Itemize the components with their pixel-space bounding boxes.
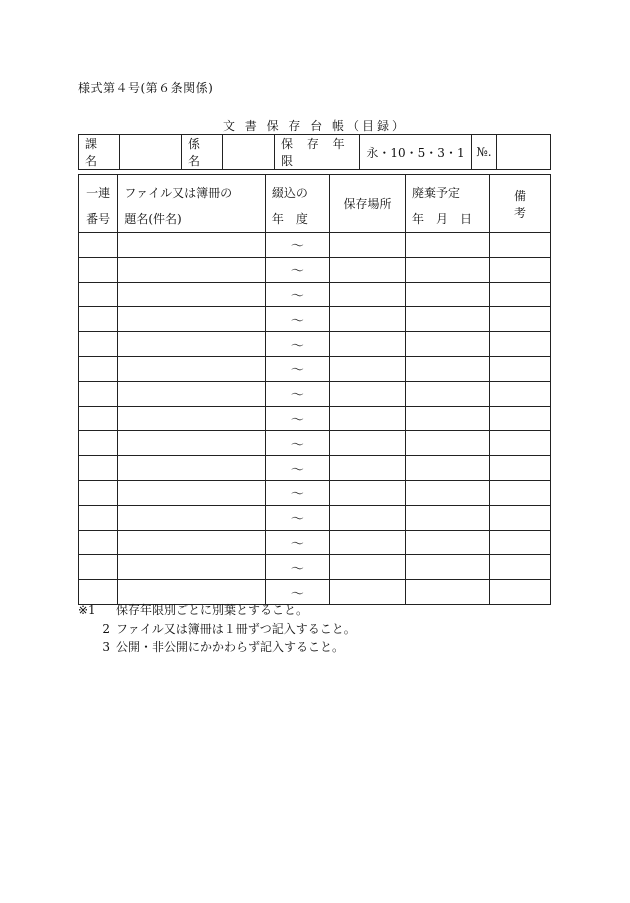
remarks-cell — [489, 332, 550, 357]
file-title-header-line1: ファイル又は簿冊の — [124, 186, 233, 200]
subsection-label: 係 名 — [182, 135, 223, 170]
serial-number-cell — [79, 480, 118, 505]
note-mark: ※1 — [78, 603, 96, 617]
filing-year-header-line1: 綴込の — [271, 186, 308, 200]
disposal-date-cell — [406, 580, 490, 605]
remarks-cell — [489, 381, 550, 406]
year-range-mark: ～ — [290, 536, 304, 552]
table-row — [79, 356, 551, 381]
disposal-date-cell — [406, 480, 490, 505]
serial-number-cell — [79, 381, 118, 406]
disposal-date-cell — [406, 381, 490, 406]
file-title-cell — [118, 431, 265, 456]
file-title-header-line2: 題名(件名) — [124, 212, 182, 226]
filing-year-cell — [265, 307, 329, 332]
year-range-mark: ～ — [290, 313, 304, 329]
year-range-mark: ～ — [290, 487, 304, 503]
table-row — [79, 381, 551, 406]
storage-location-cell — [329, 332, 405, 357]
disposal-date-header-line2: 年 月 日 — [412, 212, 473, 226]
serial-number-cell — [79, 332, 118, 357]
filing-year-cell — [265, 257, 329, 282]
note-text: ファイル又は簿冊は１冊ずつ記入すること。 — [116, 621, 356, 636]
disposal-date-cell — [406, 356, 490, 381]
serial-number-cell — [79, 257, 118, 282]
remarks-cell — [489, 456, 550, 481]
note-item — [78, 601, 356, 620]
notes — [78, 601, 356, 657]
remarks-cell — [489, 505, 550, 530]
file-title-header — [118, 175, 265, 233]
serial-number-header-line2: 番号 — [86, 212, 111, 226]
year-range-mark: ～ — [290, 264, 304, 280]
file-title-cell — [118, 282, 265, 307]
table-row — [79, 257, 551, 282]
register-table-body — [79, 233, 551, 605]
serial-number-cell — [79, 356, 118, 381]
file-title-cell — [118, 257, 265, 282]
filing-year-header — [265, 175, 329, 233]
serial-number-cell — [79, 282, 118, 307]
storage-location-cell — [329, 307, 405, 332]
filing-year-cell — [265, 431, 329, 456]
remarks-cell — [489, 431, 550, 456]
serial-number-cell — [79, 505, 118, 530]
serial-number-cell — [79, 456, 118, 481]
disposal-date-cell — [406, 282, 490, 307]
serial-number-cell — [79, 555, 118, 580]
year-range-mark: ～ — [290, 388, 304, 404]
disposal-date-cell — [406, 406, 490, 431]
disposal-date-cell — [406, 456, 490, 481]
year-range-mark: ～ — [290, 462, 304, 478]
retention-period-label: 保 存 年 限 — [275, 135, 360, 170]
table-row — [79, 480, 551, 505]
filing-year-cell — [265, 480, 329, 505]
year-range-mark: ～ — [290, 586, 304, 602]
storage-location-cell — [329, 282, 405, 307]
year-range-mark: ～ — [290, 437, 304, 453]
remarks-cell — [489, 580, 550, 605]
storage-location-cell — [329, 233, 405, 258]
number-value — [497, 135, 551, 170]
disposal-date-header-line1: 廃棄予定 — [412, 186, 461, 200]
serial-number-cell — [79, 307, 118, 332]
storage-location-header: 保存場所 — [329, 175, 405, 233]
disposal-date-cell — [406, 431, 490, 456]
year-range-mark: ～ — [290, 338, 304, 354]
file-title-cell — [118, 307, 265, 332]
year-range-mark: ～ — [290, 512, 304, 528]
file-title-cell — [118, 356, 265, 381]
table-row — [79, 406, 551, 431]
storage-location-cell — [329, 356, 405, 381]
note-item — [78, 638, 356, 657]
note-mark: 2 — [102, 621, 110, 636]
filing-year-cell — [265, 505, 329, 530]
register-table — [78, 174, 575, 605]
filing-year-cell — [265, 530, 329, 555]
file-title-cell — [118, 233, 265, 258]
filing-year-header-line2: 年 度 — [271, 212, 308, 226]
storage-location-cell — [329, 456, 405, 481]
form-id: 様式第４号(第６条関係) — [78, 81, 214, 95]
header-table — [78, 134, 551, 170]
note-item — [78, 620, 356, 639]
serial-number-cell — [79, 406, 118, 431]
file-title-cell — [118, 530, 265, 555]
table-row — [79, 555, 551, 580]
storage-location-cell — [329, 505, 405, 530]
disposal-date-cell — [406, 233, 490, 258]
file-title-cell — [118, 381, 265, 406]
storage-location-cell — [329, 431, 405, 456]
file-title-cell — [118, 505, 265, 530]
year-range-mark: ～ — [290, 239, 304, 255]
storage-location-cell — [329, 530, 405, 555]
table-row — [79, 431, 551, 456]
table-row — [79, 307, 551, 332]
retention-period-options: 永・10・5・3・1 — [360, 135, 472, 170]
disposal-date-cell — [406, 505, 490, 530]
disposal-date-cell — [406, 530, 490, 555]
file-title-cell — [118, 332, 265, 357]
filing-year-cell — [265, 332, 329, 357]
storage-location-cell — [329, 480, 405, 505]
remarks-header: 備 考 — [489, 175, 550, 233]
remarks-cell — [489, 480, 550, 505]
note-text: 保存年限別ごとに別葉とすること。 — [116, 603, 309, 617]
serial-number-cell — [79, 431, 118, 456]
filing-year-cell — [265, 406, 329, 431]
table-row — [79, 233, 551, 258]
table-row — [79, 505, 551, 530]
note-text: 公開・非公開にかかわらず記入すること。 — [116, 640, 345, 654]
filing-year-cell — [265, 555, 329, 580]
table-row — [79, 456, 551, 481]
number-label: №. — [472, 135, 497, 170]
disposal-date-cell — [406, 257, 490, 282]
file-title-cell — [118, 480, 265, 505]
filing-year-cell — [265, 356, 329, 381]
section-label: 課 名 — [79, 135, 120, 170]
filing-year-cell — [265, 456, 329, 481]
year-range-mark: ～ — [290, 412, 304, 428]
document-title: 文 書 保 存 台 帳（目録） — [222, 119, 408, 133]
subsection-value — [223, 135, 275, 170]
serial-number-cell — [79, 530, 118, 555]
filing-year-cell — [265, 282, 329, 307]
remarks-cell — [489, 282, 550, 307]
table-row — [79, 282, 551, 307]
file-title-cell — [118, 555, 265, 580]
remarks-cell — [489, 356, 550, 381]
remarks-cell — [489, 233, 550, 258]
serial-number-header — [79, 175, 118, 233]
table-row — [79, 332, 551, 357]
year-range-mark: ～ — [290, 288, 304, 304]
serial-number-header-line1: 一連 — [86, 186, 111, 200]
storage-location-cell — [329, 555, 405, 580]
year-range-mark: ～ — [290, 561, 304, 577]
table-header-row — [79, 175, 551, 233]
remarks-cell — [489, 555, 550, 580]
file-title-cell — [118, 456, 265, 481]
filing-year-cell — [265, 233, 329, 258]
remarks-cell — [489, 307, 550, 332]
serial-number-cell — [79, 233, 118, 258]
remarks-cell — [489, 257, 550, 282]
storage-location-cell — [329, 406, 405, 431]
remarks-cell — [489, 530, 550, 555]
note-mark: 3 — [102, 640, 110, 654]
disposal-date-cell — [406, 307, 490, 332]
filing-year-cell — [265, 381, 329, 406]
year-range-mark: ～ — [290, 363, 304, 379]
section-value — [120, 135, 182, 170]
storage-location-cell — [329, 257, 405, 282]
remarks-cell — [489, 406, 550, 431]
storage-location-cell — [329, 381, 405, 406]
disposal-date-cell — [406, 555, 490, 580]
table-row — [79, 530, 551, 555]
disposal-date-header — [406, 175, 490, 233]
file-title-cell — [118, 406, 265, 431]
disposal-date-cell — [406, 332, 490, 357]
